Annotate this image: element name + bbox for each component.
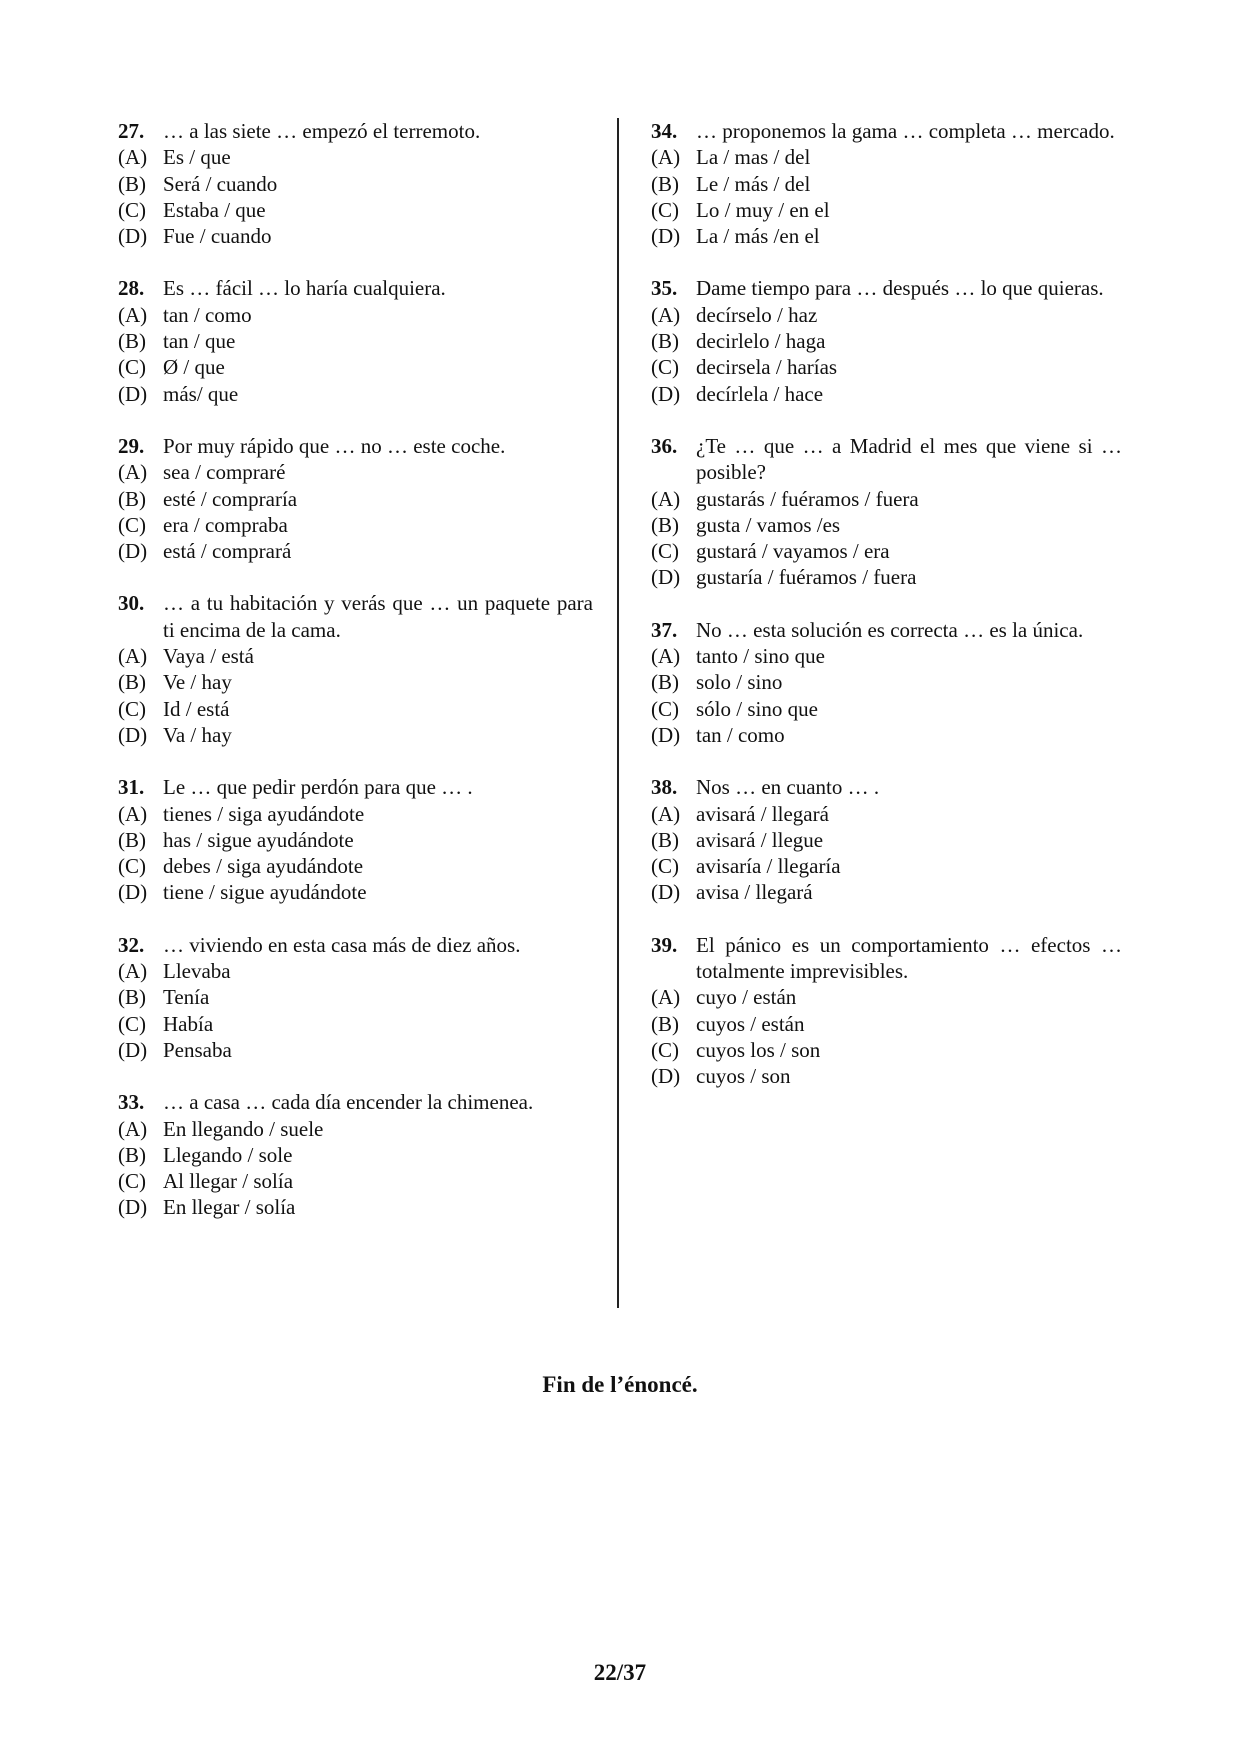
option-label: (A) — [651, 985, 681, 1010]
option-text: cuyos los / son — [696, 1037, 821, 1062]
question-text: Nos … en cuanto … . — [696, 775, 880, 800]
option-text: gusta / vamos /es — [696, 512, 841, 537]
question-text: El pánico es un comportamiento … efectos … totalmente imprevisibles. — [696, 932, 1122, 984]
option-label: (D) — [118, 1195, 148, 1220]
answer-option — [118, 853, 593, 879]
question-number: 33. — [118, 1090, 145, 1115]
question-text: ¿Te … que … a Madrid el mes que viene si … posible? — [696, 433, 1122, 485]
question-number: 27. — [118, 119, 145, 143]
option-label: (B) — [651, 171, 679, 196]
option-text: gustaría / fuéramos / fuera — [696, 565, 917, 590]
option-text: En llegando / suele — [163, 1116, 324, 1141]
answer-option — [118, 538, 593, 564]
option-label: (B) — [651, 670, 679, 695]
question-text: … viviendo en esta casa más de diez años. — [163, 932, 521, 957]
question-number: 35. — [651, 276, 678, 301]
option-label: (A) — [118, 460, 148, 485]
question-row — [118, 118, 593, 144]
question-row — [651, 275, 1122, 301]
option-text: tienes / siga ayudándote — [163, 801, 365, 826]
answer-option — [118, 669, 593, 695]
option-text: gustará / vayamos / era — [696, 539, 890, 564]
option-label: (A) — [651, 302, 681, 327]
option-label: (D) — [651, 381, 681, 406]
option-text: decirsela / harías — [696, 355, 838, 380]
answer-option — [651, 328, 1122, 354]
option-label: (A) — [118, 1116, 148, 1141]
question-text: … a las siete … empezó el terremoto. — [163, 119, 481, 143]
option-text: avisa / llegará — [696, 880, 813, 905]
option-label: (C) — [118, 355, 146, 380]
question-number: 30. — [118, 591, 145, 616]
option-text: Es / que — [163, 145, 231, 170]
answer-option — [651, 564, 1122, 590]
question-number: 38. — [651, 775, 678, 800]
option-text: Será / cuando — [163, 171, 278, 196]
option-text: avisaría / llegaría — [696, 854, 841, 879]
answer-option — [651, 879, 1122, 905]
option-label: (C) — [651, 696, 679, 721]
option-text: Estaba / que — [163, 197, 266, 222]
option-label: (C) — [118, 854, 146, 879]
option-label: (D) — [118, 880, 148, 905]
option-label: (D) — [118, 381, 148, 406]
right-column — [651, 118, 1122, 1116]
option-label: (B) — [118, 171, 146, 196]
question-text: Por muy rápido que … no … este coche. — [163, 433, 506, 458]
option-text: tanto / sino que — [696, 644, 825, 669]
option-label: (C) — [651, 1037, 679, 1062]
option-label: (A) — [651, 801, 681, 826]
option-label: (D) — [651, 565, 681, 590]
answer-option — [651, 486, 1122, 512]
answer-option — [118, 984, 593, 1010]
option-label: (D) — [651, 1064, 681, 1089]
option-label: (A) — [118, 145, 148, 170]
option-text: cuyos / son — [696, 1064, 791, 1089]
option-text: En llegar / solía — [163, 1195, 296, 1220]
option-label: (C) — [651, 197, 679, 222]
option-text: Fue / cuando — [163, 224, 272, 249]
option-label: (D) — [651, 880, 681, 905]
question-text: No … esta solución es correcta … es la única. — [696, 617, 1084, 642]
answer-option — [118, 1116, 593, 1142]
answer-option — [118, 144, 593, 170]
question-block — [118, 275, 593, 406]
option-text: cuyo / están — [696, 985, 797, 1010]
option-text: está / comprará — [163, 539, 292, 564]
answer-option — [651, 1063, 1122, 1089]
question-number: 39. — [651, 932, 678, 957]
option-label: (C) — [651, 539, 679, 564]
answer-option — [651, 381, 1122, 407]
option-label: (D) — [118, 539, 148, 564]
answer-option — [118, 1037, 593, 1063]
option-text: Había — [163, 1011, 214, 1036]
answer-option — [118, 328, 593, 354]
answer-option — [651, 696, 1122, 722]
option-label: (A) — [651, 145, 681, 170]
question-row — [118, 932, 593, 958]
question-number: 31. — [118, 775, 145, 800]
answer-option — [118, 354, 593, 380]
answer-option — [651, 1011, 1122, 1037]
option-label: (C) — [118, 1169, 146, 1194]
answer-option — [118, 958, 593, 984]
option-text: decírlela / hace — [696, 381, 824, 406]
option-text: avisará / llegará — [696, 801, 829, 826]
answer-option — [118, 879, 593, 905]
answer-option — [651, 512, 1122, 538]
question-block — [651, 932, 1122, 1090]
option-text: Llevaba — [163, 959, 231, 984]
question-row — [651, 617, 1122, 643]
question-block — [118, 1089, 593, 1220]
option-label: (A) — [651, 486, 681, 511]
option-label: (B) — [651, 827, 679, 852]
question-number: 34. — [651, 119, 678, 143]
option-label: (B) — [118, 1142, 146, 1167]
answer-option — [118, 459, 593, 485]
option-label: (A) — [651, 644, 681, 669]
answer-option — [118, 1011, 593, 1037]
answer-option — [651, 223, 1122, 249]
option-label: (B) — [118, 329, 146, 354]
answer-option — [118, 512, 593, 538]
question-block — [651, 433, 1122, 591]
option-text: cuyos / están — [696, 1011, 805, 1036]
option-label: (D) — [118, 224, 148, 249]
option-text: tan / como — [696, 722, 785, 747]
option-label: (C) — [118, 512, 146, 537]
option-label: (A) — [118, 959, 148, 984]
option-text: más/ que — [163, 381, 239, 406]
option-text: decirlelo / haga — [696, 329, 826, 354]
left-column — [118, 118, 593, 1247]
question-number: 28. — [118, 276, 145, 301]
answer-option — [118, 643, 593, 669]
question-row — [651, 774, 1122, 800]
question-number: 32. — [118, 932, 145, 957]
question-text: … a casa … cada día encender la chimenea. — [163, 1090, 534, 1115]
option-label: (C) — [118, 197, 146, 222]
end-of-statement: Fin de l’énoncé. — [542, 1372, 698, 1397]
option-label: (D) — [118, 722, 148, 747]
option-text: tan / como — [163, 302, 252, 327]
answer-option — [651, 1037, 1122, 1063]
answer-option — [118, 302, 593, 328]
answer-option — [118, 486, 593, 512]
answer-option — [651, 643, 1122, 669]
answer-option — [118, 722, 593, 748]
answer-option — [118, 1142, 593, 1168]
question-row — [118, 774, 593, 800]
option-text: sea / compraré — [163, 460, 286, 485]
question-number: 37. — [651, 617, 678, 642]
answer-option — [651, 669, 1122, 695]
answer-option — [651, 171, 1122, 197]
option-text: La / mas / del — [696, 145, 811, 170]
answer-option — [651, 197, 1122, 223]
option-label: (A) — [118, 644, 148, 669]
question-block — [118, 433, 593, 564]
question-number: 36. — [651, 433, 678, 458]
option-text: era / compraba — [163, 512, 288, 537]
option-label: (B) — [651, 512, 679, 537]
option-text: solo / sino — [696, 670, 783, 695]
option-text: Ve / hay — [163, 670, 232, 695]
option-label: (B) — [651, 1011, 679, 1036]
answer-option — [651, 827, 1122, 853]
option-text: Al llegar / solía — [163, 1169, 294, 1194]
question-block — [651, 275, 1122, 406]
question-block — [118, 590, 593, 748]
answer-option — [118, 696, 593, 722]
option-label: (C) — [651, 355, 679, 380]
answer-option — [651, 144, 1122, 170]
option-label: (C) — [118, 1011, 146, 1036]
question-row — [118, 275, 593, 301]
answer-option — [118, 827, 593, 853]
option-label: (B) — [118, 827, 146, 852]
option-label: (A) — [118, 801, 148, 826]
option-text: Llegando / sole — [163, 1142, 293, 1167]
option-text: Vaya / está — [163, 644, 254, 669]
option-text: gustarás / fuéramos / fuera — [696, 486, 919, 511]
question-block — [118, 118, 593, 249]
answer-option — [651, 354, 1122, 380]
option-text: Ø / que — [163, 355, 225, 380]
column-divider — [617, 118, 619, 1308]
answer-option — [118, 801, 593, 827]
option-label: (D) — [651, 722, 681, 747]
option-text: tan / que — [163, 329, 236, 354]
answer-option — [118, 381, 593, 407]
option-text: has / sigue ayudándote — [163, 827, 354, 852]
question-row — [118, 433, 593, 459]
answer-option — [651, 722, 1122, 748]
question-text: Es … fácil … lo haría cualquiera. — [163, 276, 446, 301]
option-label: (C) — [118, 696, 146, 721]
answer-option — [118, 1194, 593, 1220]
question-text: Dame tiempo para … después … lo que quieras. — [696, 276, 1104, 301]
option-label: (C) — [651, 854, 679, 879]
option-text: decírselo / haz — [696, 302, 818, 327]
question-block — [651, 774, 1122, 905]
answer-option — [651, 853, 1122, 879]
answer-option — [118, 171, 593, 197]
option-text: Tenía — [163, 985, 210, 1010]
question-row — [651, 433, 1122, 486]
option-text: avisará / llegue — [696, 827, 824, 852]
question-block — [651, 617, 1122, 748]
option-label: (B) — [651, 329, 679, 354]
option-text: Pensaba — [163, 1037, 232, 1062]
option-label: (B) — [118, 985, 146, 1010]
option-label: (B) — [118, 670, 146, 695]
question-row — [651, 118, 1122, 144]
answer-option — [651, 538, 1122, 564]
answer-option — [651, 984, 1122, 1010]
answer-option — [651, 801, 1122, 827]
page-number: 22/37 — [593, 1660, 647, 1685]
option-text: La / más /en el — [696, 224, 820, 249]
answer-option — [118, 1168, 593, 1194]
question-block — [118, 932, 593, 1063]
question-row — [651, 932, 1122, 985]
question-row — [118, 1089, 593, 1115]
option-text: Lo / muy / en el — [696, 197, 830, 222]
question-text: … a tu habitación y verás que … un paquete para ti encima de la cama. — [163, 591, 593, 642]
question-block — [118, 774, 593, 905]
option-text: esté / compraría — [163, 486, 298, 511]
option-label: (D) — [118, 1037, 148, 1062]
question-text: Le … que pedir perdón para que … . — [163, 775, 473, 800]
question-text: … proponemos la gama … completa … mercado. — [696, 119, 1115, 143]
question-row — [118, 590, 593, 643]
option-label: (A) — [118, 302, 148, 327]
answer-option — [118, 197, 593, 223]
question-block — [651, 118, 1122, 249]
option-text: Le / más / del — [696, 171, 811, 196]
answer-option — [651, 302, 1122, 328]
question-number: 29. — [118, 433, 145, 458]
option-label: (D) — [651, 224, 681, 249]
option-text: Id / está — [163, 696, 230, 721]
answer-option — [118, 223, 593, 249]
option-text: sólo / sino que — [696, 696, 818, 721]
option-text: debes / siga ayudándote — [163, 854, 364, 879]
option-text: tiene / sigue ayudándote — [163, 880, 367, 905]
option-text: Va / hay — [163, 722, 232, 747]
option-label: (B) — [118, 486, 146, 511]
